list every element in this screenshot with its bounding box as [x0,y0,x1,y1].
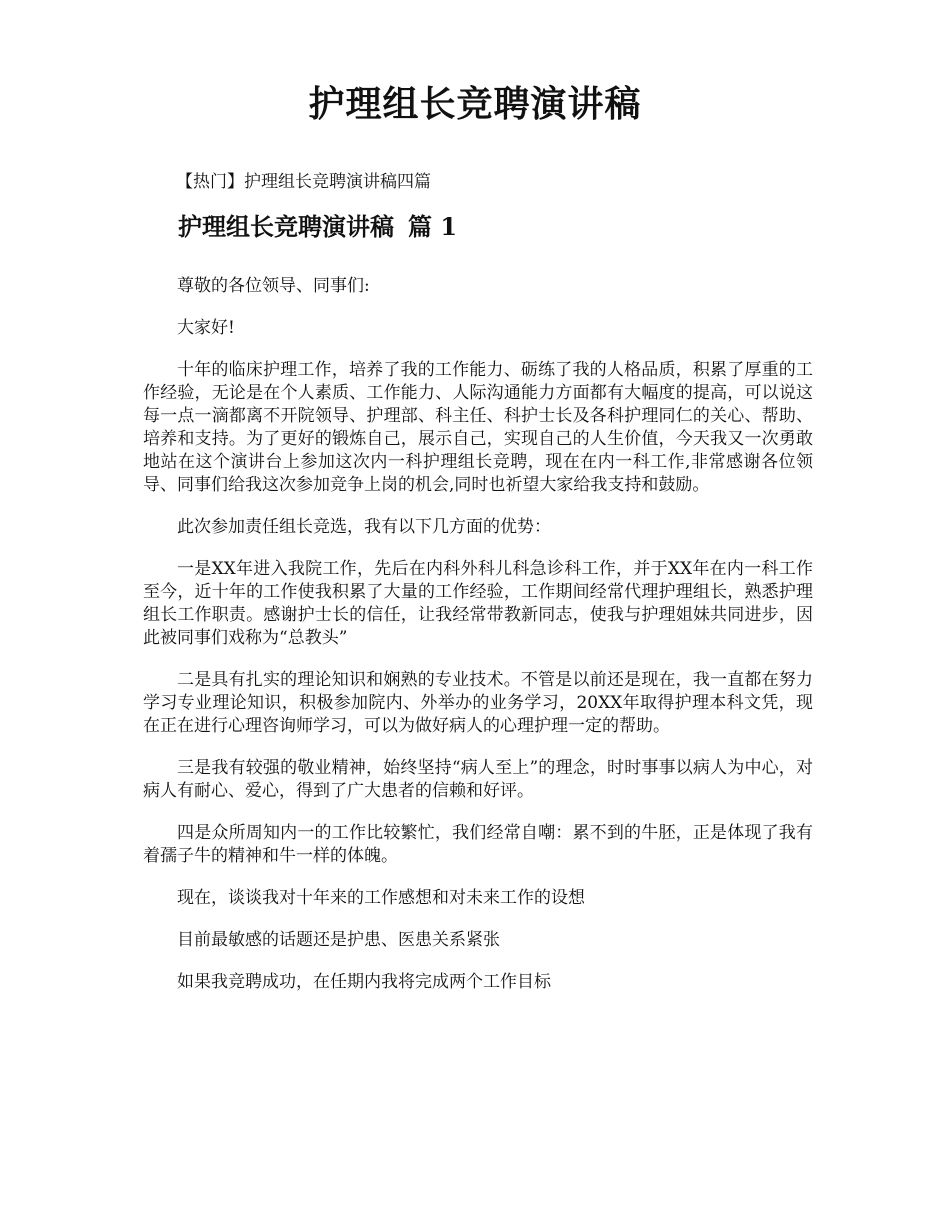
section-heading-number: 篇 1 [408,212,458,241]
paragraph-advantage-3: 三是我有较强的敬业精神，始终坚持“病人至上”的理念，时时事事以病人为中心，对病人有耐心、爱心，得到了广大患者的信赖和好评。 [143,758,813,801]
document-subtitle: 【热门】护理组长竞聘演讲稿四篇 [176,172,431,192]
paragraph-reflection: 现在，谈谈我对十年来的工作感想和对未来工作的设想 [177,888,585,908]
document-body [143,275,813,1013]
paragraph-advantage-1: 一是XX年进入我院工作，先后在内科外科儿科急诊科工作，并于XX年在内一科工作至今，近十年的工作使我积累了大量的工作经验，工作期间经常代理护理组长，熟悉护理组长工作职责。感谢护士长的信任，让我经常带教新同志，使我与护理姐妹共同进步，因此被同事们戏称为“总教头” [143,559,813,648]
paragraph-goals: 如果我竞聘成功，在任期内我将完成两个工作目标 [177,972,551,992]
paragraph-advantage-4: 四是众所周知内一的工作比较繁忙，我们经常自嘲：累不到的牛胚，正是体现了我有着孺子牛的精神和牛一样的体魄。 [143,823,813,866]
paragraph-advantage-2: 二是具有扎实的理论知识和娴熟的专业技术。不管是以前还是现在，我一直都在努力学习专业理论知识，积极参加院内、外举办的业务学习，20XX年取得护理本科文凭，现在正在进行心理咨询师学习，可以为做好病人的心理护理一定的帮助。 [143,670,813,736]
section-heading [178,211,457,243]
paragraph-greeting: 尊敬的各位领导、同事们: [177,276,370,296]
paragraph-hello: 大家好! [177,318,235,338]
paragraph-topic: 目前最敏感的话题还是护患、医患关系紧张 [177,930,500,950]
paragraph-intro: 十年的临床护理工作，培养了我的工作能力、砺练了我的人格品质，积累了厚重的工作经验，无论是在个人素质、工作能力、人际沟通能力方面都有大幅度的提高，可以说这每一点一滴都离不开院领导、护理部、科主任、科护士长及各科护理同仁的关心、帮助、培养和支持。为了更好的锻炼自己，展示自己，实现自己的人生价值，今天我又一次勇敢地站在这个演讲台上参加这次内一科护理组长竞聘，现在在内一科工作,非常感谢各位领导、同事们给我这次参加竞争上岗的机会,同时也祈望大家给我支持和鼓励。 [143,360,813,495]
section-heading-text: 护理组长竞聘演讲稿 [178,212,394,241]
paragraph-advantages-lead: 此次参加责任组长竞选，我有以下几方面的优势： [177,517,551,537]
document-title: 护理组长竞聘演讲稿 [308,83,642,125]
